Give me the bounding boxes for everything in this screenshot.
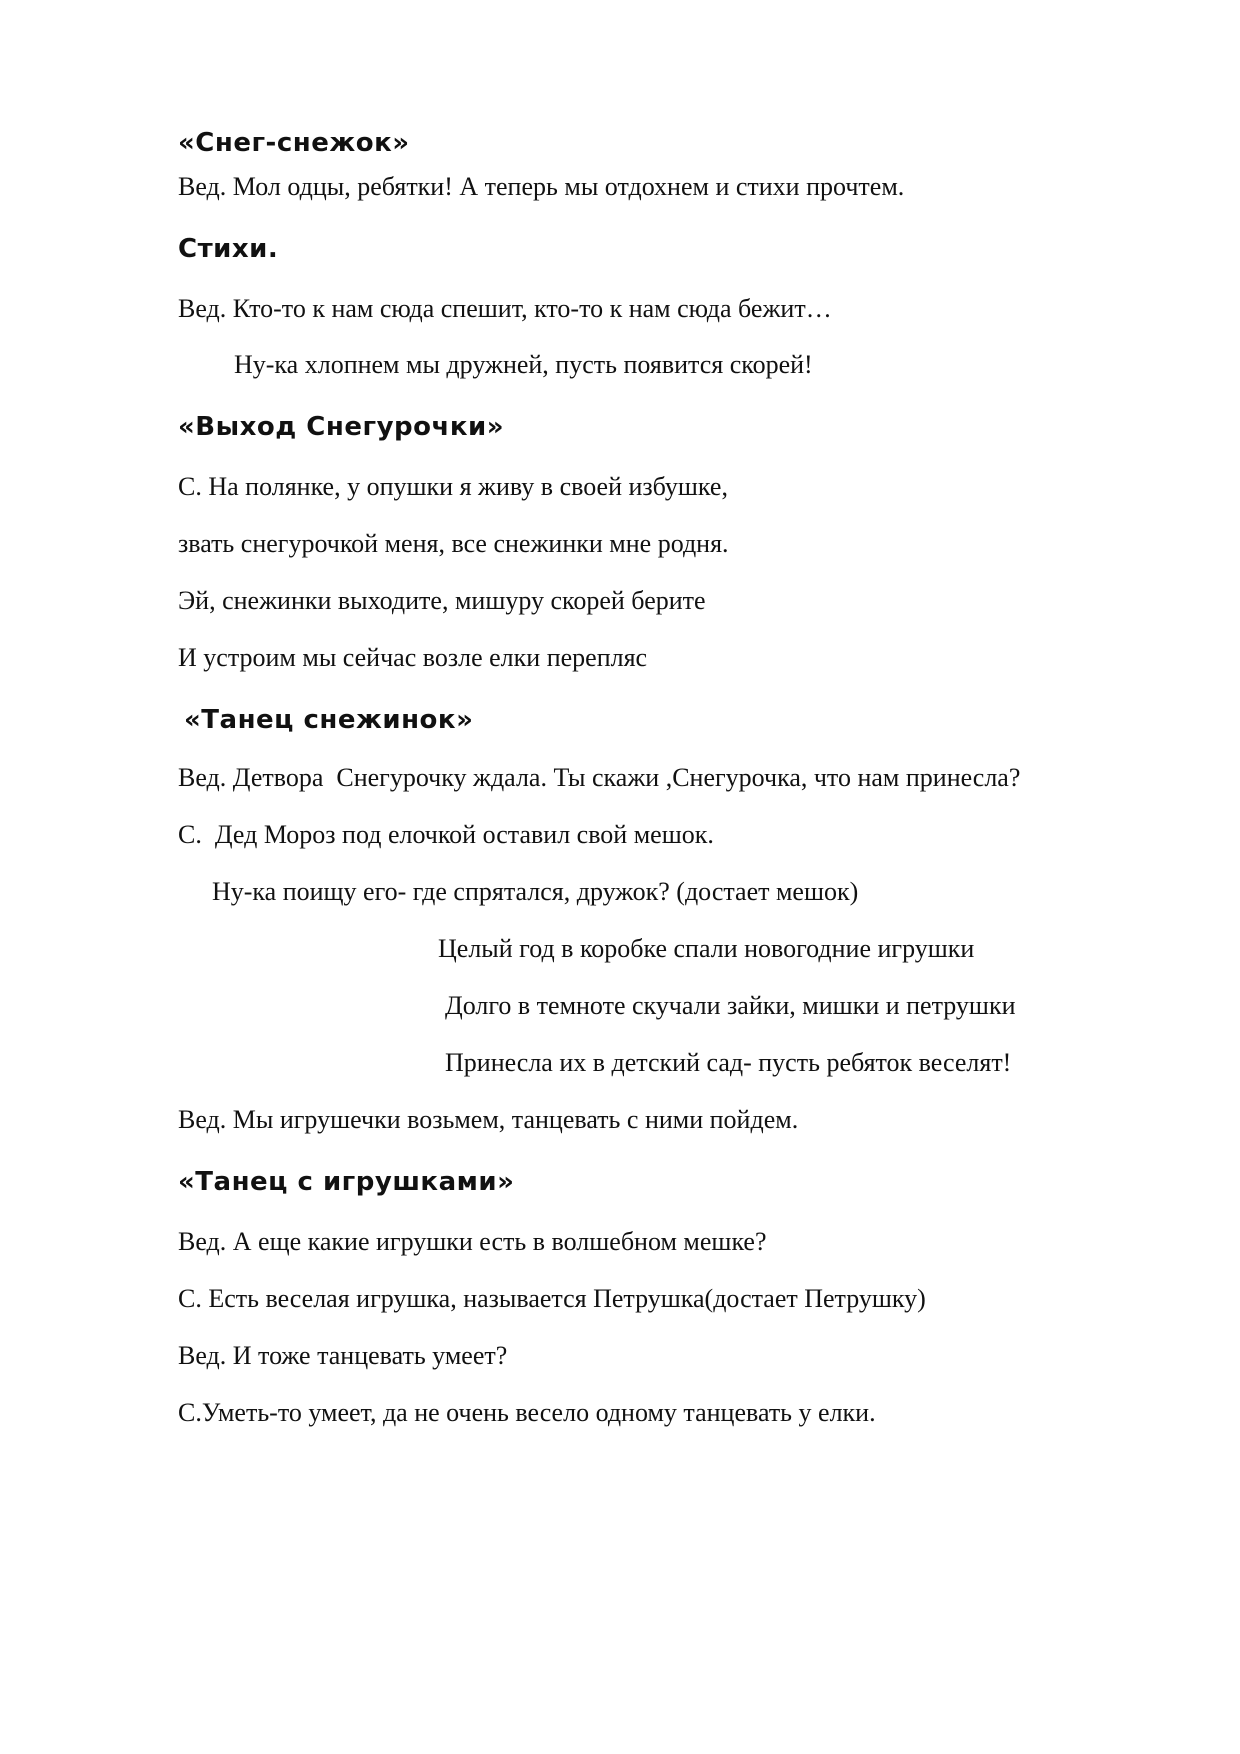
paragraph-line: Вед. Кто-то к нам сюда спешит, кто-то к нам сюда бежит…: [178, 294, 832, 323]
heading-tanets-s-igrushkami: «Танец с игрушками»: [178, 1167, 515, 1197]
paragraph-line: Эй, снежинки выходите, мишуру скорей берите: [178, 586, 706, 615]
paragraph-line: С. Есть веселая игрушка, называется Петрушка(достает Петрушку): [178, 1284, 926, 1313]
paragraph-line: Вед. Мы игрушечки возьмем, танцевать с ними пойдем.: [178, 1105, 799, 1134]
heading-vykhod-snegurochki: «Выход Снегурочки»: [178, 412, 505, 442]
paragraph-line: С. Дед Мороз под елочкой оставил свой мешок.: [178, 820, 714, 849]
paragraph-line: Вед. И тоже танцевать умеет?: [178, 1341, 508, 1370]
paragraph-line: Вед. А еще какие игрушки есть в волшебном мешке?: [178, 1227, 767, 1256]
paragraph-line: Ну-ка поищу его- где спрятался, дружок? (достает мешок): [212, 877, 859, 906]
paragraph-line: И устроим мы сейчас возле елки перепляс: [178, 643, 648, 672]
paragraph-line: Целый год в коробке спали новогодние игрушки: [438, 934, 975, 963]
paragraph-line: звать снегурочкой меня, все снежинки мне родня.: [178, 529, 729, 558]
paragraph-line: Вед. Детвора Снегурочку ждала. Ты скажи ,Снегурочка, что нам принесла?: [178, 763, 1021, 792]
heading-sneg-snezhok: «Снег-снежок»: [178, 128, 410, 158]
paragraph-line: Долго в темноте скучали зайки, мишки и петрушки: [445, 991, 1016, 1020]
paragraph-line: С.Уметь-то умеет, да не очень весело одному танцевать у елки.: [178, 1398, 876, 1427]
paragraph-line: Вед. Мол одцы, ребятки! А теперь мы отдохнем и стихи прочтем.: [178, 172, 905, 201]
paragraph-line: С. На полянке, у опушки я живу в своей избушке,: [178, 472, 728, 501]
heading-stikhi: Стихи.: [178, 234, 279, 264]
paragraph-line: Принесла их в детский сад- пусть ребяток веселят!: [445, 1048, 1012, 1077]
heading-tanets-snezhinok: «Танец снежинок»: [184, 705, 474, 735]
paragraph-line: Ну-ка хлопнем мы дружней, пусть появится скорей!: [234, 350, 813, 379]
